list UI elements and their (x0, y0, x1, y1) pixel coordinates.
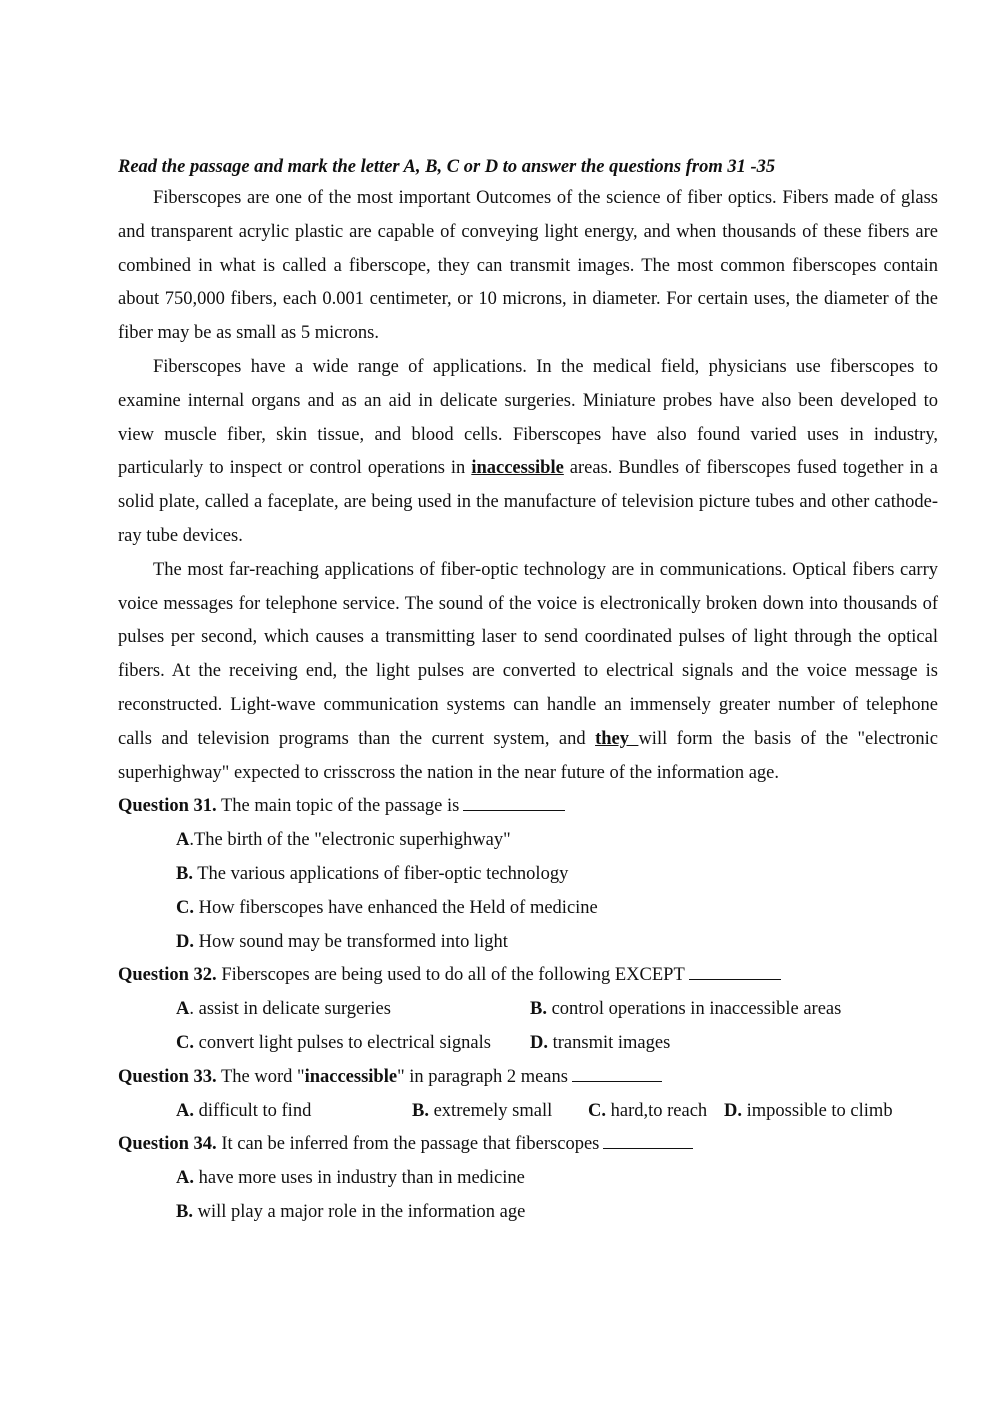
question-34-option-a[interactable] (118, 1162, 938, 1196)
question-32-option-b[interactable] (530, 993, 841, 1027)
question-32-text: Fiberscopes are being used to do all of the following EXCEPT (216, 965, 685, 986)
option-text: have more uses in industry than in medicine (194, 1168, 525, 1189)
option-letter: B. (412, 1100, 429, 1121)
question-31 (118, 790, 938, 959)
question-33-label: Question 33. (118, 1066, 217, 1087)
question-32-stem (118, 959, 938, 993)
highlighted-word-they: they (595, 728, 639, 749)
passage-p2-after: areas. Bundles of fiberscopes fused together in a solid plate, called a faceplate, are being used in the manufacture of television picture tubes and other cathode-ray tube devices. (118, 458, 938, 546)
question-34-text: It can be inferred from the passage that fiberscopes (216, 1134, 600, 1155)
option-text: transmit images (548, 1032, 671, 1053)
option-text: How sound may be transformed into light (194, 931, 508, 952)
answer-blank[interactable] (572, 1067, 662, 1082)
answer-blank[interactable] (689, 965, 781, 980)
question-33-options-row (118, 1095, 938, 1129)
question-34 (118, 1128, 938, 1229)
option-letter: A. (176, 1100, 194, 1121)
option-text: convert light pulses to electrical signals (194, 1032, 491, 1053)
question-33-keyword: inaccessible (304, 1066, 398, 1087)
option-text: control operations in inaccessible areas (546, 999, 842, 1020)
option-text: extremely small (428, 1100, 553, 1121)
question-34-option-b[interactable] (118, 1196, 938, 1230)
passage-p1-text: Fiberscopes are one of the most important Outcomes of the science of fiber optics. Fibers made of glass and transparent acrylic plastic are capable of conveying light energy, and when thousands of these fibers are combined in what is called a fiberscope, they can transmit images. The most common fiberscopes contain about 750,000 fibers, each 0.001 centimeter, or 10 microns, in diameter. For certain uses, the diameter of the fiber may be as small as 5 microns. (118, 188, 938, 344)
question-31-label: Question 31. (118, 796, 217, 817)
option-text: The various applications of fiber-optic technology (192, 863, 569, 884)
option-letter: A. (176, 1168, 194, 1189)
question-32-options-row-2 (118, 1027, 938, 1061)
question-33 (118, 1061, 938, 1129)
passage-paragraph-2 (118, 351, 938, 554)
option-text: . assist in delicate surgeries (189, 999, 391, 1020)
question-33-text-after: " in paragraph 2 means (397, 1066, 568, 1087)
option-letter: C. (176, 897, 194, 918)
worksheet-page (118, 152, 938, 1230)
highlighted-word-inaccessible: inaccessible (471, 458, 564, 479)
option-letter: D. (176, 931, 194, 952)
question-34-stem (118, 1128, 938, 1162)
question-31-option-b[interactable] (118, 858, 938, 892)
instruction-heading: Read the passage and mark the letter A, B, C or D to answer the questions from 31 -35 (118, 157, 776, 177)
option-letter: A (176, 830, 190, 851)
question-33-option-a[interactable] (176, 1095, 311, 1129)
option-text: difficult to find (194, 1100, 312, 1121)
question-32 (118, 959, 938, 1060)
question-32-option-d[interactable] (530, 1027, 670, 1061)
question-33-text-before: The word " (216, 1066, 305, 1087)
option-text: will play a major role in the information age (192, 1201, 526, 1222)
option-letter: A (176, 999, 190, 1020)
option-text: hard,to reach (606, 1100, 708, 1121)
question-33-option-c[interactable] (588, 1095, 707, 1129)
passage-p3-before: The most far-reaching applications of fiber-optic technology are in communications. Optical fibers carry voice messages for telephone service. The sound of the voice is electronically broken down into thousands of pulses per second, which causes a transmitting laser to send coordinated pulses of light through the optical fibers. At the receiving end, the light pulses are converted to electrical signals and the voice message is reconstructed. Light-wave communication systems can handle an immensely greater number of telephone calls and television programs than the current system, and (118, 559, 938, 749)
option-letter: D. (724, 1100, 742, 1121)
question-31-option-c[interactable] (118, 892, 938, 926)
question-31-text: The main topic of the passage is (216, 796, 460, 817)
passage-p3-after: will form the basis of the "electronic superhighway" expected to crisscross the nation in the near future of the information age. (118, 728, 938, 783)
option-letter: B. (530, 999, 547, 1020)
question-33-stem (118, 1061, 938, 1095)
option-text: impossible to climb (742, 1100, 893, 1121)
question-32-label: Question 32. (118, 965, 217, 986)
question-34-label: Question 34. (118, 1134, 217, 1155)
option-letter: B. (176, 863, 193, 884)
answer-blank[interactable] (463, 796, 565, 811)
question-31-option-a[interactable] (118, 824, 938, 858)
option-letter: C. (588, 1100, 606, 1121)
question-32-option-a[interactable] (176, 993, 391, 1027)
question-31-option-d[interactable] (118, 926, 938, 960)
passage-paragraph-3 (118, 554, 938, 791)
passage-paragraph-1 (118, 182, 938, 351)
option-letter: B. (176, 1201, 193, 1222)
option-letter: C. (176, 1032, 194, 1053)
passage-p2-before: Fiberscopes have a wide range of applications. In the medical field, physicians use fiberscopes to examine internal organs and as an aid in delicate surgeries. Miniature probes have also been developed to view muscle fiber, skin tissue, and blood cells. Fiberscopes have also found varied uses in industry, particularly to inspect or control operations in (118, 356, 938, 479)
question-33-option-d[interactable] (724, 1095, 893, 1129)
option-text: How fiberscopes have enhanced the Held of medicine (194, 897, 598, 918)
question-33-option-b[interactable] (412, 1095, 552, 1129)
question-32-option-c[interactable] (176, 1027, 491, 1061)
option-letter: D. (530, 1032, 548, 1053)
question-31-stem (118, 790, 938, 824)
option-text: .The birth of the "electronic superhighway" (189, 830, 511, 851)
question-32-options-row-1 (118, 993, 938, 1027)
answer-blank[interactable] (603, 1134, 693, 1149)
